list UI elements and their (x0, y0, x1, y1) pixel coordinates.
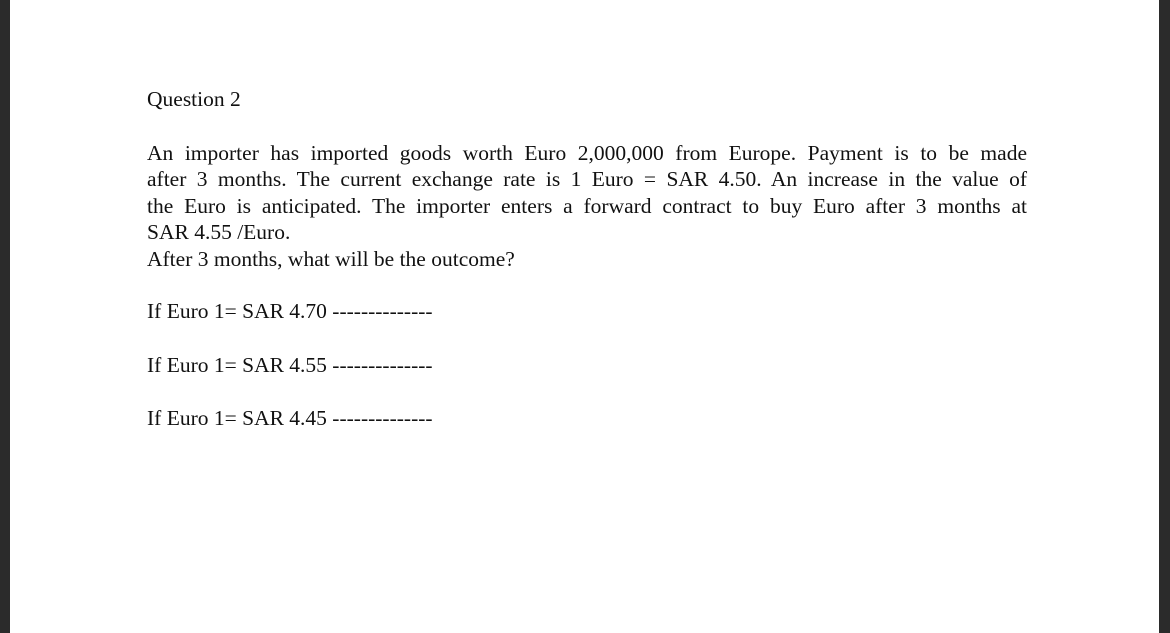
paragraph-line: SAR 4.55 /Euro. (147, 220, 291, 244)
outcome-option: If Euro 1= SAR 4.55 -------------- (147, 352, 433, 377)
outcome-option: If Euro 1= SAR 4.70 -------------- (147, 299, 433, 323)
question-paragraph (147, 140, 1027, 246)
document-page (10, 0, 1159, 633)
paragraph-line: after 3 months. The current exchange rate is 1 Euro = SAR 4.50. An increase in the value of (147, 167, 1027, 191)
question-prompt: After 3 months, what will be the outcome? (147, 246, 515, 271)
document-content (147, 86, 1027, 459)
paragraph-line: the Euro is anticipated. The importer enters a forward contract to buy Euro after 3 months at (147, 193, 1027, 218)
outcome-option: If Euro 1= SAR 4.45 -------------- (147, 406, 433, 430)
paragraph-line: An importer has imported goods worth Euro 2,000,000 from Europe. Payment is to be made (147, 140, 1027, 165)
question-title: Question 2 (147, 87, 241, 111)
